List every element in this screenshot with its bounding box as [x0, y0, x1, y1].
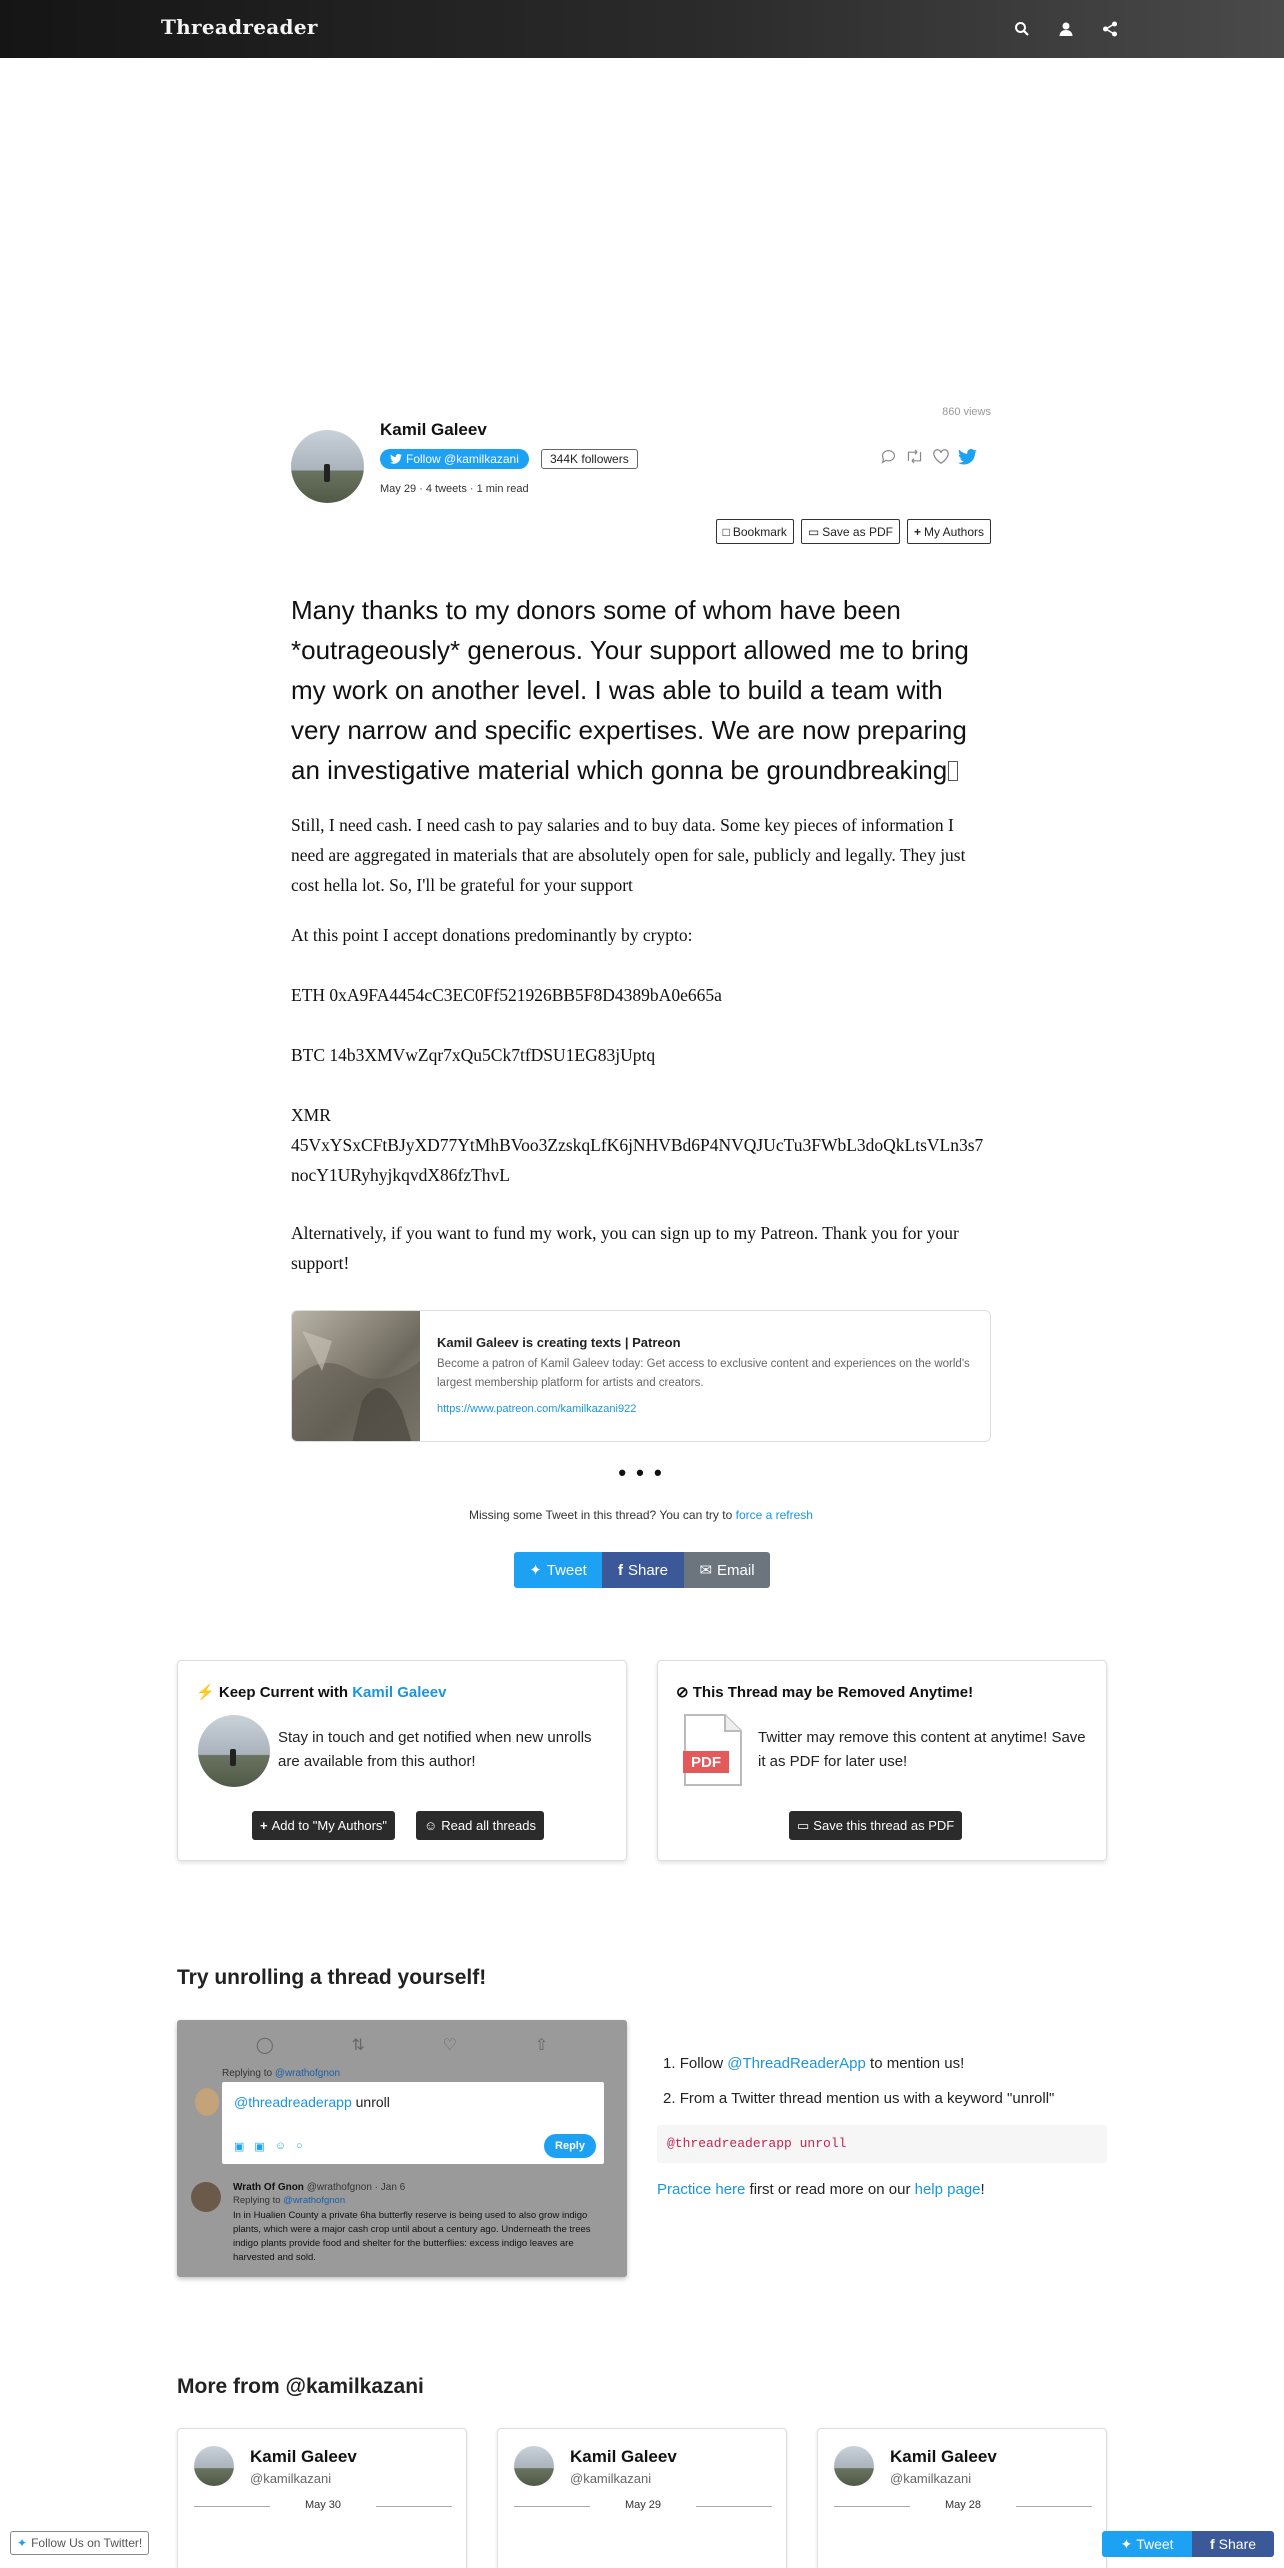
practice-text: Practice here first or read more on our help page!	[657, 2181, 985, 2198]
twitter-icon: ✦	[529, 1562, 542, 1579]
thread-removal-box	[657, 1660, 1107, 1861]
plus-icon: +	[913, 524, 921, 539]
footer-share-button[interactable]: f Share	[1192, 2531, 1274, 2557]
crypto-intro: At this point I accept donations predominantly by crypto:	[291, 925, 693, 945]
top-navbar	[0, 0, 1284, 58]
upload-icon: ⇧	[534, 2037, 549, 2054]
card-date: May 30	[178, 2499, 468, 2511]
add-to-my-authors-button[interactable]: + Add to "My Authors"	[252, 1811, 395, 1840]
help-page-link[interactable]: help page	[914, 2181, 981, 2198]
removal-text: Twitter may remove this content at anytime! Save it as PDF for later use!	[758, 1729, 1086, 1770]
tweet-1-text: Many thanks to my donors some of whom have been *outrageously* generous. Your support allowed me to bring my work on another level. I was able to build a team with very narrow and specific expertises. We are now preparing an investigative material which gonna be groundbreaking	[291, 595, 969, 785]
card-author-handle: @kamilkazani	[250, 2471, 332, 2486]
force-refresh-link[interactable]: force a refresh	[735, 1508, 813, 1522]
bookmark-icon: □	[722, 524, 730, 539]
twitter-icon	[390, 454, 402, 464]
unroll-demo-image: ◯ ⇅ ♡ ⇧ Replying to @wrathofgnon @threadreaderapp unroll ▣ ▣ ☺ ○ Reply Wrath Of Gnon @wrathofgnon · Jan 6 Replying to @wrathofgnon In in Hualien County a private 6ha butterfly reserve is being used to also grow indigo plants, which were a major cash crop until about a century ago. Underneath the trees indigo plants provide food and shelter for the butterflies: excess indigo leaves are harvested and sold.	[177, 2020, 627, 2277]
file-icon: ▭	[797, 1817, 810, 1833]
keep-current-title: ⚡ Keep Current with Kamil Galeev	[196, 1684, 447, 1701]
search-icon[interactable]	[1012, 18, 1032, 40]
card-author-name: Kamil Galeev	[250, 2447, 357, 2466]
card-author-handle: @kamilkazani	[570, 2471, 652, 2486]
plus-icon: +	[260, 1818, 268, 1833]
pdf-label: PDF	[691, 1754, 721, 1771]
eth-address[interactable]: ETH 0xA9FA4454cC3EC0Ff521926BB5F8D4389bA0e665a	[291, 985, 722, 1005]
tweet-4-text: Alternatively, if you want to fund my work, you can sign up to my Patreon. Thank you for your support!	[291, 1223, 959, 1273]
missing-tweet-notice: Missing some Tweet in this thread? You can try to force a refresh	[469, 1508, 813, 1522]
tweet-2-text: Still, I need cash. I need cash to pay salaries and to buy data. Some key pieces of information I need are aggregated in materials that are absolutely open for sale, publicly and legally. They just cost hella lot. So, I'll be grateful for your support	[291, 815, 966, 895]
save-pdf-button[interactable]: ▭ Save as PDF	[801, 519, 900, 544]
card-author-handle: @kamilkazani	[890, 2471, 972, 2486]
email-share-button[interactable]: ✉ Email	[684, 1552, 770, 1588]
like-icon[interactable]	[932, 448, 950, 465]
more-from-title: More from @kamilkazani	[177, 2375, 424, 2398]
facebook-icon: f	[1209, 2536, 1215, 2552]
twitter-bird-icon[interactable]	[958, 449, 977, 465]
card-date: May 28	[818, 2499, 1108, 2511]
card-date: May 29	[498, 2499, 788, 2511]
ban-icon: ⊘	[676, 1684, 689, 1701]
author-link[interactable]: Kamil Galeev	[352, 1684, 447, 1701]
unroll-command-code: @threadreaderapp unroll	[657, 2125, 1107, 2163]
keep-current-text: Stay in touch and get notified when new unrolls are available from this author!	[278, 1729, 592, 1770]
unroll-steps	[657, 2055, 1107, 2198]
my-authors-button[interactable]: + My Authors	[907, 519, 991, 544]
author-avatar	[194, 2446, 234, 2486]
retweet-icon[interactable]	[905, 448, 924, 465]
thread-end-dots: • • •	[618, 1460, 664, 1485]
footer-share-buttons	[1102, 2531, 1274, 2557]
author-avatar[interactable]	[291, 430, 364, 503]
card-author-name: Kamil Galeev	[890, 2447, 997, 2466]
footer-tweet-button[interactable]: ✦ Tweet	[1102, 2531, 1192, 2557]
bolt-icon: ⚡	[196, 1684, 215, 1701]
card-description: Become a patron of Kamil Galeev today: Get access to exclusive content and experiences on the world's largest membership platform for artists and creators.	[437, 1358, 970, 1389]
follow-button[interactable]	[380, 449, 529, 469]
try-unroll-title: Try unrolling a thread yourself!	[177, 1966, 487, 1989]
reply-icon: ◯	[255, 2037, 274, 2054]
tweet-3-text	[291, 920, 991, 1190]
patreon-card-image	[292, 1311, 420, 1442]
xmr-label: XMR	[291, 1105, 331, 1125]
brand-logo[interactable]: Threadreader	[161, 15, 318, 39]
demo-avatar	[195, 2088, 219, 2116]
bookmark-button[interactable]: □ Bookmark	[716, 519, 794, 544]
save-thread-pdf-button[interactable]: ▭ Save this thread as PDF	[789, 1811, 962, 1840]
envelope-icon: ✉	[699, 1562, 713, 1579]
practice-link[interactable]: Practice here	[657, 2181, 746, 2198]
demo-avatar-2	[191, 2182, 221, 2212]
step-2: 2. From a Twitter thread mention us with a keyword "unroll"	[663, 2090, 1055, 2107]
share-icon[interactable]	[1100, 18, 1120, 40]
demo-reply-button: Reply	[544, 2134, 596, 2158]
card-title: Kamil Galeev is creating texts | Patreon	[437, 1335, 681, 1350]
reply-icon[interactable]	[880, 448, 897, 465]
facebook-icon: f	[617, 1561, 623, 1579]
author-avatar[interactable]	[198, 1715, 270, 1787]
step-1: 1. Follow @ThreadReaderApp to mention us!	[663, 2055, 965, 2072]
pdf-file-icon	[683, 1713, 743, 1787]
file-icon: ▭	[807, 524, 820, 539]
share-buttons	[514, 1552, 770, 1588]
facebook-share-button[interactable]: f Share	[602, 1552, 684, 1588]
followers-count: 344K followers	[541, 449, 638, 469]
keep-current-box	[177, 1660, 627, 1861]
author-avatar	[834, 2446, 874, 2486]
xmr-address[interactable]: 45VxYSxCFtBJyXD77YtMhBVoo3ZzskqLfK6jNHVBd6P4NVQJUcTu3FWbL3doQkLtsVLn3s7nocY1URyhyjkqvdX86fzThvL	[291, 1135, 984, 1185]
author-avatar	[514, 2446, 554, 2486]
follow-label: Follow @kamilkazani	[406, 452, 519, 466]
btc-address[interactable]: BTC 14b3XMVwZqr7xQu5Ck7tfDSU1EG83jUptq	[291, 1045, 656, 1065]
retweet-icon: ⇅	[351, 2037, 365, 2054]
view-count: 860 views	[942, 406, 991, 418]
twitter-icon: ✦	[17, 2536, 28, 2550]
patreon-link-card[interactable]	[291, 1310, 991, 1442]
twitter-icon: ✦	[1120, 2535, 1133, 2552]
threadreaderapp-link[interactable]: @ThreadReaderApp	[727, 2055, 866, 2072]
demo-tweet-text: In in Hualien County a private 6ha butterfly reserve is being used to also grow indigo plants, which were a major cash crop until about a century ago. Underneath the trees indigo plants provide food and shelter for the butterflies: excess indigo leaves are harvested and sold.	[233, 2210, 591, 2263]
more-thread-card[interactable]	[497, 2428, 787, 2568]
thread-meta: May 29 · 4 tweets · 1 min read	[380, 483, 529, 495]
removal-title: ⊘ This Thread may be Removed Anytime!	[676, 1684, 974, 1701]
demo-reply-box: @threadreaderapp unroll ▣ ▣ ☺ ○ Reply	[222, 2082, 604, 2164]
card-url[interactable]: https://www.patreon.com/kamilkazani922	[437, 1403, 637, 1415]
card-author-name: Kamil Galeev	[570, 2447, 677, 2466]
more-thread-card[interactable]	[817, 2428, 1107, 2568]
tweet-share-button[interactable]: ✦ Tweet	[514, 1552, 602, 1588]
like-icon: ♡	[442, 2037, 457, 2054]
user-icon: ☺	[424, 1818, 438, 1833]
read-all-threads-button[interactable]: ☺ Read all threads	[416, 1811, 544, 1840]
author-name[interactable]: Kamil Galeev	[380, 420, 487, 439]
more-thread-card[interactable]	[177, 2428, 467, 2568]
user-icon[interactable]	[1056, 18, 1076, 40]
emoji-placeholder-icon	[948, 761, 958, 781]
follow-us-button[interactable]: ✦ Follow Us on Twitter!	[10, 2531, 149, 2555]
